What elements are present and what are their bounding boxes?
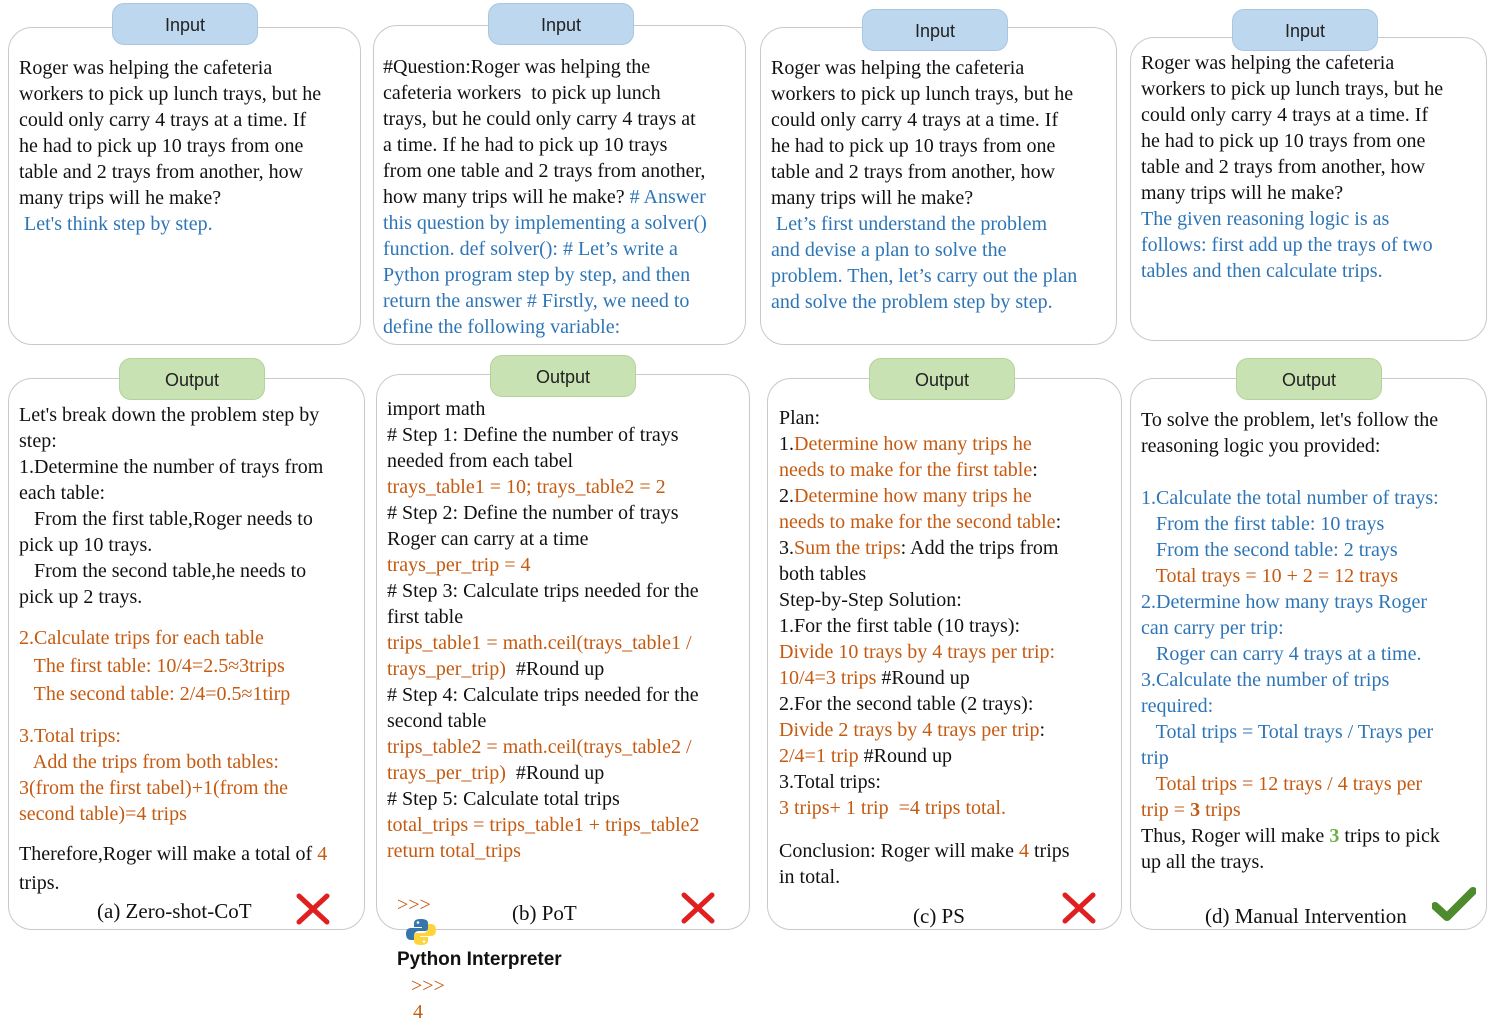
text-line (1141, 745, 1440, 771)
text-line (19, 532, 327, 558)
panel-b-input-tag: Input (488, 3, 634, 45)
line-text: The second table: 2/4=0.5≈1tirp (19, 683, 291, 705)
line-text: Roger was helping the cafeteria (19, 57, 273, 79)
line-segment: 2. (779, 485, 794, 507)
line-text: trays, but he could only carry 4 trays at (383, 108, 696, 130)
line-segment: in total. (779, 866, 841, 888)
text-line (779, 587, 1061, 613)
text-line (19, 841, 327, 867)
line-segment: : (1039, 719, 1046, 741)
text-line (1141, 407, 1440, 433)
line-text: follows: first add up the trays of two (1141, 234, 1433, 256)
line-text: a time. If he had to pick up 10 trays (383, 134, 668, 156)
panel-a-output-text (19, 402, 327, 896)
text-line (19, 775, 327, 801)
line-segment: trips (1028, 840, 1070, 862)
line-text: first table (387, 606, 464, 628)
line-segment: Roger can carry 4 trays at a time. (1141, 643, 1422, 665)
line-segment: needs to make for the first table (779, 459, 1033, 481)
text-line (779, 769, 1061, 795)
line-segment: 2.Determine how many trays Roger (1141, 591, 1428, 613)
text-line (771, 159, 1077, 185)
text-line (1141, 76, 1443, 102)
text-line (19, 625, 327, 651)
text-line (383, 158, 707, 184)
panel-a-cross-icon (296, 893, 330, 925)
text-line (779, 665, 1061, 691)
line-text: return the answer # Firstly, we need to (383, 290, 690, 312)
text-line (1141, 459, 1440, 485)
line-text: pick up 2 trays. (19, 586, 143, 608)
line-text: define the following variable: (383, 316, 621, 338)
text-line (387, 838, 700, 864)
text-line (383, 54, 707, 80)
text-line (387, 734, 700, 760)
text-line (383, 210, 707, 236)
panel-b-input-text (383, 54, 707, 340)
interpreter-prompt-2: >>> (411, 975, 445, 997)
line-segment: Total trips = 12 trays / 4 trays per (1141, 773, 1423, 795)
text-line (383, 314, 707, 340)
line-segment: trip = (1141, 799, 1191, 821)
line-text: trips_table1 = math.ceil(trays_table1 / (387, 632, 692, 654)
line-segment: Thus, Roger will make (1141, 825, 1330, 847)
line-text: # Step 1: Define the number of trays (387, 424, 679, 446)
line-segment: Step-by-Step Solution: (779, 589, 962, 611)
line-segment: Divide 2 trays by 4 trays per trip (779, 719, 1040, 741)
line-segment: needs to make for the second table (779, 511, 1056, 533)
line-text: # Step 5: Calculate total trips (387, 788, 620, 810)
text-line (19, 159, 321, 185)
line-text: from one table and 2 trays from another, (383, 160, 706, 182)
text-line (387, 396, 700, 422)
line-text: he had to pick up 10 trays from one (771, 135, 1056, 157)
line-text: 2.Calculate trips for each table (19, 627, 264, 649)
line-text: many trips will he make? (1141, 182, 1344, 204)
text-line (779, 509, 1061, 535)
text-line (19, 801, 327, 827)
text-line (19, 211, 321, 237)
text-line (1141, 50, 1443, 76)
text-line (771, 185, 1077, 211)
text-line (779, 483, 1061, 509)
line-text: 1.Determine the number of trays from (19, 456, 324, 478)
text-line (387, 604, 700, 630)
text-line (19, 55, 321, 81)
text-line (771, 81, 1077, 107)
line-segment: : (1032, 459, 1038, 481)
text-line (387, 500, 700, 526)
text-line (383, 184, 707, 210)
line-segment: 3. (779, 537, 794, 559)
panel-d-input-text (1141, 50, 1443, 284)
line-segment: Total trips = Total trays / Trays per (1141, 721, 1434, 743)
text-line (1141, 232, 1443, 258)
line-segment: Determine how many trips he (794, 433, 1032, 455)
text-line (19, 185, 321, 211)
line-text: Let's think step by step. (19, 213, 213, 235)
text-line (387, 630, 700, 656)
text-line (1141, 154, 1443, 180)
line-text: he had to pick up 10 trays from one (19, 135, 304, 157)
line-text: table and 2 trays from another, how (771, 161, 1056, 183)
text-line (1141, 823, 1440, 849)
line-segment: 3.Total trips: (779, 771, 881, 793)
text-line (1141, 719, 1440, 745)
line-text: problem. Then, let’s carry out the plan (771, 265, 1078, 287)
text-line (387, 682, 700, 708)
line-text: could only carry 4 trays at a time. If (1141, 104, 1429, 126)
text-line (383, 262, 707, 288)
panel-d-output-tag: Output (1236, 358, 1382, 400)
line-text: The first table: 10/4=2.5≈3trips (19, 655, 285, 677)
text-line (779, 613, 1061, 639)
panel-a-input-text (19, 55, 321, 237)
text-line (779, 561, 1061, 587)
line-text: step: (19, 430, 57, 452)
line-segment: Determine how many trips he (794, 485, 1032, 507)
text-line (779, 838, 1070, 864)
line-segment: 3 (1190, 799, 1201, 821)
text-line (19, 107, 321, 133)
panel-a-input-tag: Input (112, 3, 258, 45)
text-line (1141, 667, 1440, 693)
text-line (19, 428, 327, 454)
text-line (779, 795, 1061, 821)
text-line (1141, 693, 1440, 719)
line-segment: Divide 10 trays by 4 trays per trip: (779, 641, 1056, 663)
line-text: 3(from the first tabel)+1(from the (19, 777, 288, 799)
text-line (387, 474, 700, 500)
line-text: second table)=4 trips (19, 803, 187, 825)
panel-d-caption: (d) Manual Intervention (1205, 904, 1407, 928)
text-line (771, 211, 1077, 237)
python-interpreter-row (387, 866, 562, 1025)
text-line (387, 552, 700, 578)
text-line (387, 812, 700, 838)
line-text: workers to pick up lunch trays, but he (19, 83, 322, 105)
line-text: this question by implementing a solver() (383, 212, 707, 234)
line-segment: can carry per trip: (1141, 617, 1284, 639)
line-text: and devise a plan to solve the (771, 239, 1007, 261)
panel-a-output-tag: Output (119, 358, 265, 400)
line-segment: : Add the trips from (900, 537, 1059, 559)
panel-c-cross-icon (1062, 892, 1096, 924)
panel-d-check-icon (1432, 887, 1476, 921)
highlight-value: 4 (317, 843, 328, 865)
comment-text: #Round up (505, 762, 605, 784)
line-text: trays_per_trip) (387, 762, 506, 784)
text-line (1141, 511, 1440, 537)
line-segment: 3.Calculate the number of trips (1141, 669, 1390, 691)
text-line (779, 457, 1061, 483)
text-line (19, 506, 327, 532)
line-segment: 3 trips+ 1 trip =4 trips total. (779, 797, 1006, 819)
line-text: cafeteria workers to pick up lunch (383, 82, 661, 104)
text-line (1141, 589, 1440, 615)
line-text: The given reasoning logic is as (1141, 208, 1390, 230)
panel-a-caption: (a) Zero-shot-CoT (97, 899, 252, 923)
line-segment: both tables (779, 563, 867, 585)
line-segment: 2.For the second table (2 trays): (779, 693, 1034, 715)
line-segment: : (1055, 511, 1062, 533)
line-text: import math (387, 398, 486, 420)
text-line (771, 107, 1077, 133)
line-segment: #Round up (858, 745, 952, 767)
text-line (383, 80, 707, 106)
interpreter-prompt: >>> (397, 894, 431, 916)
line-text: Roger can carry at a time (387, 528, 589, 550)
text-line (1141, 258, 1443, 284)
line-text: table and 2 trays from another, how (19, 161, 304, 183)
line-segment: 3 (1329, 825, 1340, 847)
line-text: #Question:Roger was helping the (383, 56, 651, 78)
line-segment: 10/4=3 trips (779, 667, 877, 689)
interpreter-output: 4 (413, 1001, 423, 1023)
text-line (1141, 849, 1440, 875)
line-segment: From the second table: 2 trays (1141, 539, 1398, 561)
line-segment: 1. (779, 433, 794, 455)
text-line (19, 584, 327, 610)
line-text: Python program step by step, and then (383, 264, 691, 286)
text-line (1141, 180, 1443, 206)
line-text: could only carry 4 trays at a time. If (771, 109, 1059, 131)
text-line (383, 288, 707, 314)
panel-c-input-text (771, 55, 1077, 315)
text-line (383, 106, 707, 132)
text-line (387, 786, 700, 812)
line-text: total_trips = trips_table1 + trips_table2 (387, 814, 700, 836)
panel-c-input-tag: Input (862, 9, 1008, 51)
line-segment: trips (1200, 799, 1241, 821)
comment-text: #Round up (505, 658, 605, 680)
line-text: trays_per_trip = 4 (387, 554, 531, 576)
prompt-text: # Answer (629, 186, 706, 208)
line-text: Roger was helping the cafeteria (1141, 52, 1395, 74)
line-text: could only carry 4 trays at a time. If (19, 109, 307, 131)
text-line (19, 402, 327, 428)
text-line (387, 448, 700, 474)
text-line (771, 237, 1077, 263)
text-line (1141, 128, 1443, 154)
panel-c-conclusion-text (779, 838, 1070, 890)
line-segment: 1.For the first table (10 trays): (779, 615, 1021, 637)
line-text: Roger was helping the cafeteria (771, 57, 1025, 79)
line-segment: up all the trays. (1141, 851, 1265, 873)
panel-b-output-tag: Output (490, 355, 636, 397)
text-line (1141, 771, 1440, 797)
line-text: each table: (19, 482, 106, 504)
text-line (779, 405, 1061, 431)
line-text: second table (387, 710, 487, 732)
line-text: return total_trips (387, 840, 521, 862)
text-line (779, 431, 1061, 457)
text-line (19, 723, 327, 749)
text-line (779, 691, 1061, 717)
text-line (1141, 485, 1440, 511)
line-segment: 2/4=1 trip (779, 745, 859, 767)
text-line (1141, 563, 1440, 589)
line-text: trays_table1 = 10; trays_table2 = 2 (387, 476, 666, 498)
text-line (771, 133, 1077, 159)
text-line (779, 717, 1061, 743)
line-segment: reasoning logic you provided: (1141, 435, 1381, 457)
text-line (383, 132, 707, 158)
line-text: and solve the problem step by step. (771, 291, 1053, 313)
text-line (19, 454, 327, 480)
text-line (387, 656, 700, 682)
line-text: 3.Total trips: (19, 725, 121, 747)
line-text: Therefore,Roger will make a total of (19, 843, 318, 865)
text-line (1141, 641, 1440, 667)
line-segment: #Round up (876, 667, 970, 689)
text-line (19, 681, 327, 707)
line-segment: Total trays = 10 + 2 = 12 trays (1141, 565, 1399, 587)
line-text: pick up 10 trays. (19, 534, 153, 556)
line-text: many trips will he make? (771, 187, 974, 209)
text-line (19, 653, 327, 679)
line-segment: To solve the problem, let's follow the (1141, 409, 1439, 431)
line-segment: 4 (1018, 840, 1029, 862)
line-text: how many trips will he make? (383, 186, 630, 208)
line-text: trips_table2 = math.ceil(trays_table2 / (387, 736, 692, 758)
line-text: # Step 4: Calculate trips needed for the (387, 684, 699, 706)
line-text: From the first table,Roger needs to (19, 508, 313, 530)
panel-c-output-text (779, 405, 1061, 821)
text-line (383, 236, 707, 262)
panel-c-output-tag: Output (869, 358, 1015, 400)
line-text: # Step 3: Calculate trips needed for the (387, 580, 699, 602)
line-text: Add the trips from both tables: (19, 751, 279, 773)
text-line (1141, 206, 1443, 232)
panel-b-output-text (387, 396, 700, 864)
line-text: tables and then calculate trips. (1141, 260, 1383, 282)
panel-d-input-tag: Input (1232, 9, 1378, 51)
line-segment: required: (1141, 695, 1214, 717)
line-text: # Step 2: Define the number of trays (387, 502, 679, 524)
line-segment: Conclusion: Roger will make (779, 840, 1019, 862)
text-line (779, 743, 1061, 769)
line-text: Let’s first understand the problem (771, 213, 1048, 235)
text-line (771, 263, 1077, 289)
line-segment: trips to pick (1339, 825, 1440, 847)
text-line (19, 480, 327, 506)
text-line (1141, 102, 1443, 128)
line-text: workers to pick up lunch trays, but he (771, 83, 1074, 105)
text-line (1141, 433, 1440, 459)
text-line (1141, 615, 1440, 641)
line-text: he had to pick up 10 trays from one (1141, 130, 1426, 152)
text-line (779, 639, 1061, 665)
text-line (387, 526, 700, 552)
text-line (1141, 797, 1440, 823)
python-logo-icon (405, 918, 437, 946)
line-segment: trip (1141, 747, 1169, 769)
line-text: trips. (19, 872, 60, 894)
panel-b-caption: (b) PoT (512, 901, 577, 925)
line-segment: Sum the trips (794, 537, 901, 559)
text-line (19, 749, 327, 775)
text-line (771, 55, 1077, 81)
line-text: needed from each tabel (387, 450, 574, 472)
text-line (387, 760, 700, 786)
text-line (387, 578, 700, 604)
line-text: many trips will he make? (19, 187, 222, 209)
panel-c-caption: (c) PS (913, 904, 965, 928)
line-text: trays_per_trip) (387, 658, 506, 680)
line-segment: 1.Calculate the total number of trays: (1141, 487, 1439, 509)
line-segment: From the first table: 10 trays (1141, 513, 1385, 535)
line-text: Let's break down the problem step by (19, 404, 320, 426)
text-line (19, 870, 327, 896)
line-text: table and 2 trays from another, how (1141, 156, 1426, 178)
text-line (387, 708, 700, 734)
line-text: From the second table,he needs to (19, 560, 307, 582)
text-line (19, 81, 321, 107)
panel-b-cross-icon (681, 892, 715, 924)
text-line (779, 864, 1070, 890)
text-line (779, 535, 1061, 561)
text-line (19, 558, 327, 584)
line-text: workers to pick up lunch trays, but he (1141, 78, 1444, 100)
text-line (771, 289, 1077, 315)
text-line (1141, 537, 1440, 563)
panel-d-output-text (1141, 407, 1440, 875)
interpreter-label: Python Interpreter (397, 949, 562, 970)
line-text: function. def solver(): # Let’s write a (383, 238, 678, 260)
text-line (19, 133, 321, 159)
text-line (387, 422, 700, 448)
line-segment: Plan: (779, 407, 821, 429)
